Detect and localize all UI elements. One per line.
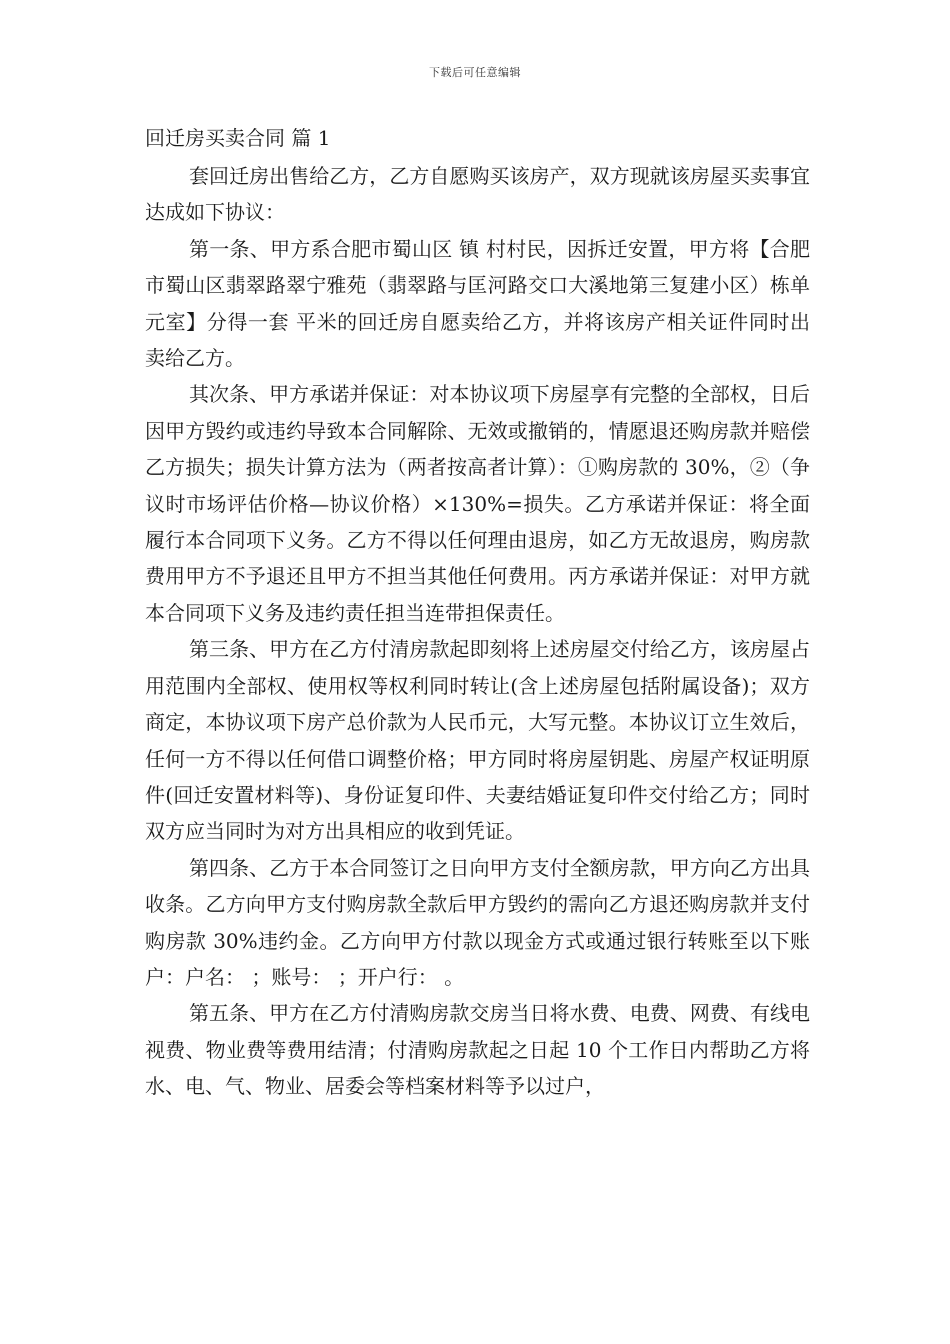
- paragraph-article-2: 其次条、甲方承诺并保证：对本协议项下房屋享有完整的全部权，日后因甲方毁约或违约导致本合同解除、无效或撤销的，情愿退还购房款并赔偿乙方损失；损失计算方法为（两者按高者计算）：①购房款的 30%，②（争议时市场评估价格—协议价格）×130%=损失。乙方承诺并保证：将全面履行本合同项下义务。乙方不得以任何理由退房，如乙方无故退房，购房款费用甲方不予退还且甲方不担当其他任何费用。丙方承诺并保证：对甲方就本合同项下义务及违约责任担当连带担保责任。: [145, 382, 810, 625]
- document-body: [145, 120, 810, 1105]
- paragraph-article-3: 第三条、甲方在乙方付清房款起即刻将上述房屋交付给乙方，该房屋占用范围内全部权、使用权等权利同时转让(含上述房屋包括附属设备)；双方商定，本协议项下房产总价款为人民币元，大写元整。本协议订立生效后，任何一方不得以任何借口调整价格；甲方同时将房屋钥匙、房屋产权证明原件(回迁安置材料等)、身份证复印件、夫妻结婚证复印件交付给乙方；同时双方应当同时为对方出具相应的收到凭证。: [145, 637, 810, 844]
- document-title: 回迁房买卖合同 篇 1: [145, 126, 331, 150]
- paragraph-article-4: 第四条、乙方于本合同签订之日向甲方支付全额房款，甲方向乙方出具收条。乙方向甲方支付购房款全款后甲方毁约的需向乙方退还购房款并支付购房款 30%违约金。乙方向甲方付款以现金方式或通过银行转账至以下账户：户名： ；账号： ；开户行： 。: [145, 855, 810, 989]
- header-note: 下载后可任意编辑: [429, 66, 521, 79]
- paragraph-article-5: 第五条、甲方在乙方付清购房款交房当日将水费、电费、网费、有线电视费、物业费等费用结清；付清购房款起之日起 10 个工作日内帮助乙方将水、电、气、物业、居委会等档案材料等予以过户，: [145, 1001, 810, 1099]
- paragraph-intro: 套回迁房出售给乙方，乙方自愿购买该房产，双方现就该房屋买卖事宜达成如下协议：: [145, 164, 810, 225]
- paragraph-article-1: 第一条、甲方系合肥市蜀山区 镇 村村民，因拆迁安置，甲方将【合肥市蜀山区翡翠路翠宁雅苑（翡翠路与匡河路交口大溪地第三复建小区）栋单元室】分得一套 平米的回迁房自愿卖给乙方，并将该房产相关证件同时出卖给乙方。: [145, 236, 810, 371]
